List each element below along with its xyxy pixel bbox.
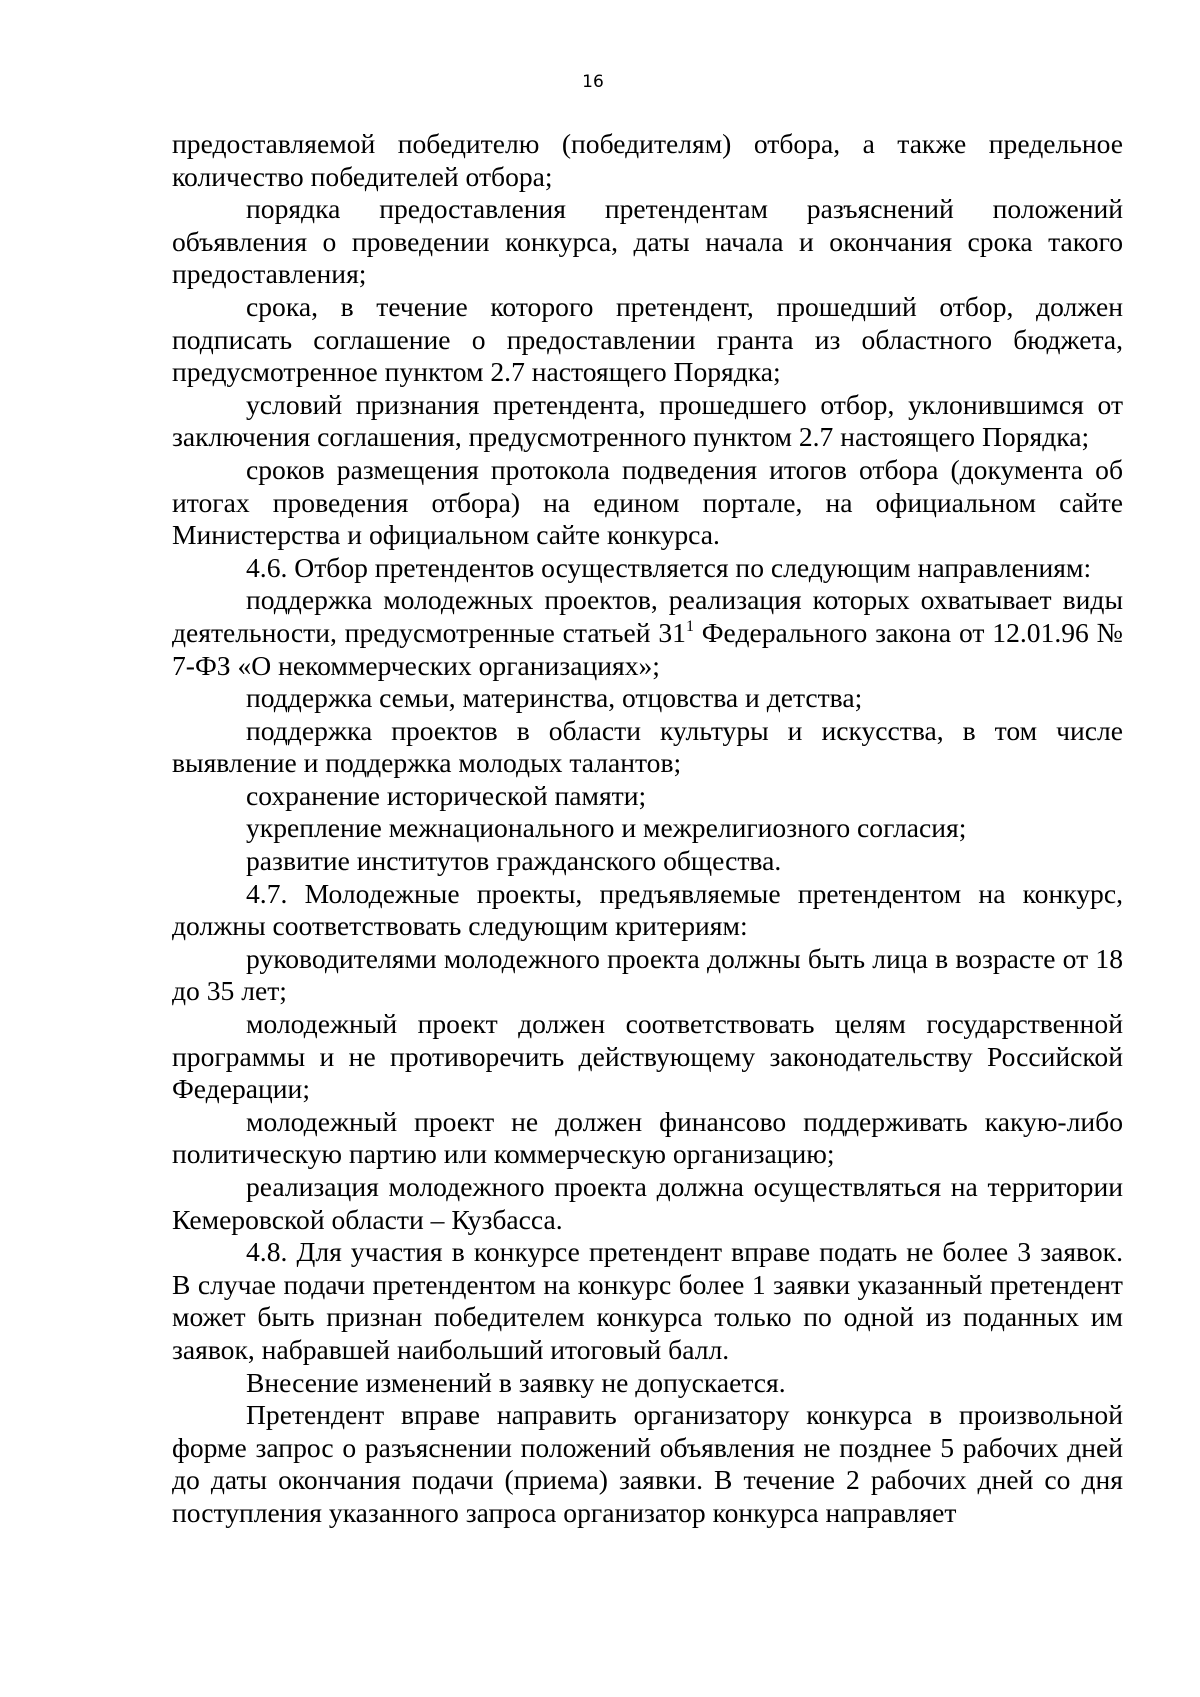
paragraph-evasion-conditions: условий признания претендента, прошедшего отбор, уклонившимся от заключения соглашения, предусмотренного пунктом 2.7 настоящего Порядка;	[172, 388, 1123, 453]
document-body	[172, 128, 1123, 1530]
paragraph-4-8-applications: 4.8. Для участия в конкурсе претендент вправе подать не более 3 заявок. В случае подачи претендентом на конкурс более 1 заявки указанный претендент может быть признан победителем конкурса только по одной из поданных им заявок, набравшей наибольший итоговый балл.	[172, 1236, 1123, 1365]
paragraph-no-political-support: молодежный проект не должен финансово поддерживать какую-либо политическую партию или коммерческую организацию;	[172, 1105, 1123, 1170]
paragraph-signing-term: срока, в течение которого претендент, прошедший отбор, должен подписать соглашение о предоставлении гранта из областного бюджета, предусмотренное пунктом 2.7 настоящего Порядка;	[172, 290, 1123, 388]
paragraph-leader-age: руководителями молодежного проекта должны быть лица в возрасте от 18 до 35 лет;	[172, 942, 1123, 1007]
article-superscript: 1	[685, 617, 694, 635]
paragraph-clarification-procedure: порядка предоставления претендентам разъяснений положений объявления о проведении конкурса, даты начала и окончания срока такого предоставления;	[172, 193, 1123, 290]
page-number: 16	[582, 72, 604, 92]
paragraph-historical-memory: сохранение исторической памяти;	[246, 779, 647, 811]
paragraph-family-support: поддержка семьи, материнства, отцовства и детства;	[246, 682, 863, 714]
paragraph-protocol-terms: сроков размещения протокола подведения итогов отбора (документа об итогах проведения отбора) на едином портале, на официальном сайте Министерства и официальном сайте конкурса.	[172, 453, 1123, 551]
paragraph-4-7-criteria: 4.7. Молодежные проекты, предъявляемые претендентом на конкурс, должны соответствовать следующим критериям:	[172, 877, 1123, 942]
paragraph-youth-projects	[172, 584, 1123, 682]
paragraph-continuation: предоставляемой победителю (победителям) отбора, а также предельное количество победителей отбора;	[172, 128, 1123, 192]
paragraph-clarification-request: Претендент вправе направить организатору конкурса в произвольной форме запрос о разъяснении положений объявления не позднее 5 рабочих дней до даты окончания подачи (приема) заявки. В течение 2 рабочих дней со дня поступления указанного запроса организатор конкурса направляет	[172, 1399, 1123, 1528]
paragraph-culture-support: поддержка проектов в области культуры и искусства, в том числе выявление и поддержка молодых талантов;	[172, 714, 1123, 779]
paragraph-4-6-heading: 4.6. Отбор претендентов осуществляется по следующим направлениям:	[246, 551, 1092, 583]
youth-projects-text: поддержка молодежных проектов, реализация которых охватывает виды деятельности, предусмотренные статьей 31	[172, 584, 1123, 648]
paragraph-no-changes: Внесение изменений в заявку не допускается.	[246, 1366, 786, 1398]
paragraph-interethnic-harmony: укрепление межнационального и межрелигиозного согласия;	[246, 812, 967, 844]
paragraph-program-goals: молодежный проект должен соответствовать целям государственной программы и не противоречить действующему законодательству Российской Федерации;	[172, 1008, 1123, 1105]
paragraph-civil-society: развитие институтов гражданского общества.	[246, 845, 782, 877]
youth-projects-law-text: Федерального закона от 12.01.96 № 7-ФЗ «О некоммерческих организациях»;	[172, 616, 1123, 681]
paragraph-territory: реализация молодежного проекта должна осуществляться на территории Кемеровской области – Кузбасса.	[172, 1171, 1123, 1235]
